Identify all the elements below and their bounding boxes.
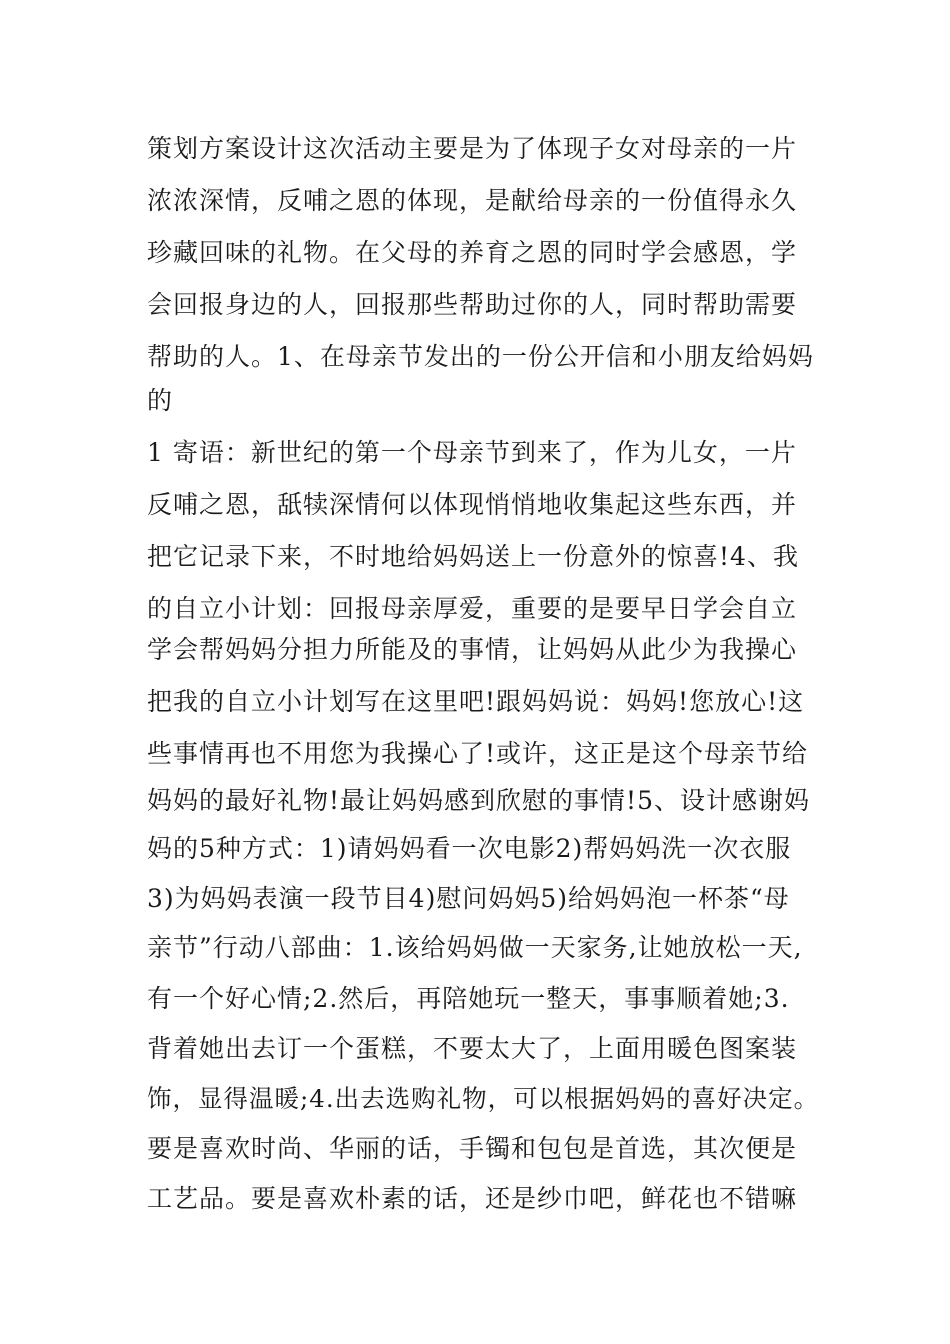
text-line: 些事情再也不用您为我操心了!或许，这正是这个母亲节给 — [147, 739, 809, 768]
text-line: 的 — [147, 386, 174, 415]
text-line: 浓浓深情，反哺之恩的体现，是献给母亲的一份值得永久 — [147, 186, 798, 215]
text-line: 学会帮妈妈分担力所能及的事情，让妈妈从此少为我操心 — [147, 635, 798, 664]
text-line: 亲节”行动八部曲：1.该给妈妈做一天家务,让她放松一天, — [147, 933, 803, 962]
text-line: 的自立小计划：回报母亲厚爱，重要的是要早日学会自立 — [147, 594, 798, 623]
text-line: 背着她出去订一个蛋糕，不要太大了，上面用暖色图案装 — [147, 1034, 798, 1063]
text-line: 妈的5种方式：1)请妈妈看一次电影2)帮妈妈洗一次衣服 — [147, 834, 792, 863]
text-line: 帮助的人。1、在母亲节发出的一份公开信和小朋友给妈妈 — [147, 342, 814, 371]
text-line: 把我的自立小计划写在这里吧!跟妈妈说：妈妈!您放心!这 — [147, 687, 805, 716]
text-line: 要是喜欢时尚、华丽的话，手镯和包包是首选，其次便是 — [147, 1134, 798, 1163]
text-line: 策划方案设计这次活动主要是为了体现子女对母亲的一片 — [147, 134, 798, 163]
text-line: 饰，显得温暖;4.出去选购礼物，可以根据妈妈的喜好决定。 — [147, 1084, 820, 1113]
text-line: 工艺品。要是喜欢朴素的话，还是纱巾吧，鲜花也不错嘛 — [147, 1184, 798, 1213]
text-line: 把它记录下来，不时地给妈妈送上一份意外的惊喜!4、我 — [147, 542, 799, 571]
text-line: 妈妈的最好礼物!最让妈妈感到欣慰的事情!5、设计感谢妈 — [147, 786, 811, 815]
text-line: 有一个好心情;2.然后，再陪她玩一整天，事事顺着她;3. — [147, 984, 790, 1013]
text-line: 珍藏回味的礼物。在父母的养育之恩的同时学会感恩，学 — [147, 238, 798, 267]
text-line: 会回报身边的人，回报那些帮助过你的人，同时帮助需要 — [147, 290, 798, 319]
text-line: 反哺之恩，舐犊深情何以体现悄悄地收集起这些东西，并 — [147, 490, 798, 519]
text-line: 3)为妈妈表演一段节目4)慰问妈妈5)给妈妈泡一杯茶“母 — [147, 884, 790, 913]
text-line: 1 寄语：新世纪的第一个母亲节到来了，作为儿女，一片 — [147, 438, 797, 467]
